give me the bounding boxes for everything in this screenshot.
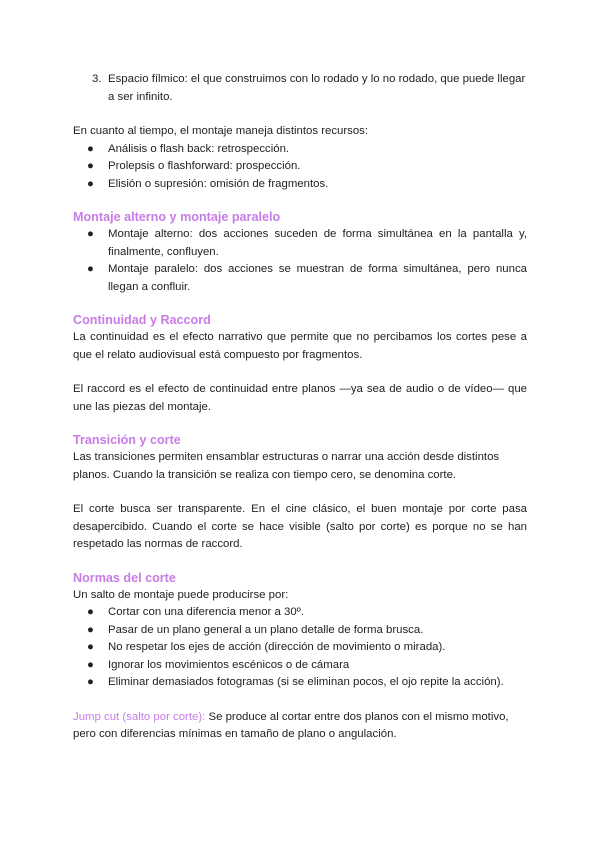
list-item (73, 674, 527, 692)
list-item (73, 639, 527, 657)
list-item-text: Ignorar los movimientos escénicos o de cámara (108, 658, 350, 671)
bullet-icon: ● (87, 142, 94, 155)
list-item (73, 71, 527, 106)
bullet-icon: ● (87, 160, 94, 172)
list-item (73, 141, 527, 159)
list-item (73, 657, 527, 675)
bullet-icon: ● (87, 228, 94, 240)
time-list (73, 141, 527, 194)
section-heading-continuidad: Continuidad y Raccord (73, 313, 211, 327)
list-item (73, 604, 527, 622)
space-list (73, 71, 527, 106)
bullet-icon: ● (87, 658, 94, 671)
list-item-text: Montaje alterno: dos acciones suceden de forma simultánea en la pantalla y, finalmente, confluyen. (108, 228, 527, 258)
alterno-list (73, 226, 527, 296)
list-number: 3. (92, 73, 102, 85)
transicion-paragraph-1: Las transiciones permiten ensamblar estructuras o narrar una acción desde distintos planos. Cuando la transición se realiza con tiempo cero, se denomina corte. (73, 451, 500, 481)
time-intro: En cuanto al tiempo, el montaje maneja distintos recursos: (73, 125, 369, 137)
normas-list (73, 604, 527, 692)
list-item (73, 622, 527, 640)
section-heading-normas: Normas del corte (73, 570, 176, 585)
list-item-text: Prolepsis o flashforward: prospección. (108, 160, 301, 172)
list-item-text: Elisión o supresión: omisión de fragmentos. (108, 177, 329, 190)
list-item (73, 261, 527, 296)
document-content (73, 71, 527, 744)
bullet-icon: ● (87, 606, 94, 618)
bullet-icon: ● (87, 623, 94, 636)
list-item (73, 176, 527, 194)
bullet-icon: ● (87, 263, 94, 275)
jumpcut-term: Jump cut (salto por corte): (73, 710, 206, 723)
section-heading-transicion: Transición y corte (73, 433, 181, 447)
list-item (73, 226, 527, 261)
list-item (73, 158, 527, 176)
list-item-text: Espacio fílmico: el que construimos con lo rodado y lo no rodado, que puede llegar a ser infinito. (108, 73, 526, 103)
list-item-text: Análisis o flash back: retrospección. (108, 142, 290, 155)
list-item-text: No respetar los ejes de acción (dirección de movimiento o mirada). (108, 641, 446, 653)
list-item-text: Pasar de un plano general a un plano detalle de forma brusca. (108, 623, 424, 636)
jumpcut-text: Se produce al cortar entre dos planos con el mismo motivo, pero con diferencias mínimas en tamaño de plano o angulación. (73, 710, 509, 740)
bullet-icon: ● (87, 641, 94, 653)
transicion-paragraph-2: El corte busca ser transparente. En el cine clásico, el buen montaje por corte pasa desapercibido. Cuando el corte se hace visible (salto por corte) es porque no se han respetado las normas de raccord. (73, 503, 527, 550)
list-item-text: Cortar con una diferencia menor a 30º. (108, 606, 305, 618)
list-item-text: Montaje paralelo: dos acciones se muestran de forma simultánea, pero nunca llegan a confluir. (108, 263, 527, 293)
section-heading-alterno: Montaje alterno y montaje paralelo (73, 210, 281, 224)
normas-intro: Un salto de montaje puede producirse por: (73, 588, 289, 601)
jumpcut-paragraph (73, 709, 527, 744)
continuidad-paragraph-2: El raccord es el efecto de continuidad entre planos —ya sea de audio o de vídeo— que une las piezas del montaje. (73, 383, 527, 413)
bullet-icon: ● (87, 177, 94, 190)
list-item-text: Eliminar demasiados fotogramas (si se eliminan pocos, el ojo repite la acción). (108, 676, 504, 688)
continuidad-paragraph-1: La continuidad es el efecto narrativo que permite que no percibamos los cortes pese a que el relato audiovisual está compuesto por fragmentos. (73, 331, 527, 361)
bullet-icon: ● (87, 676, 94, 688)
